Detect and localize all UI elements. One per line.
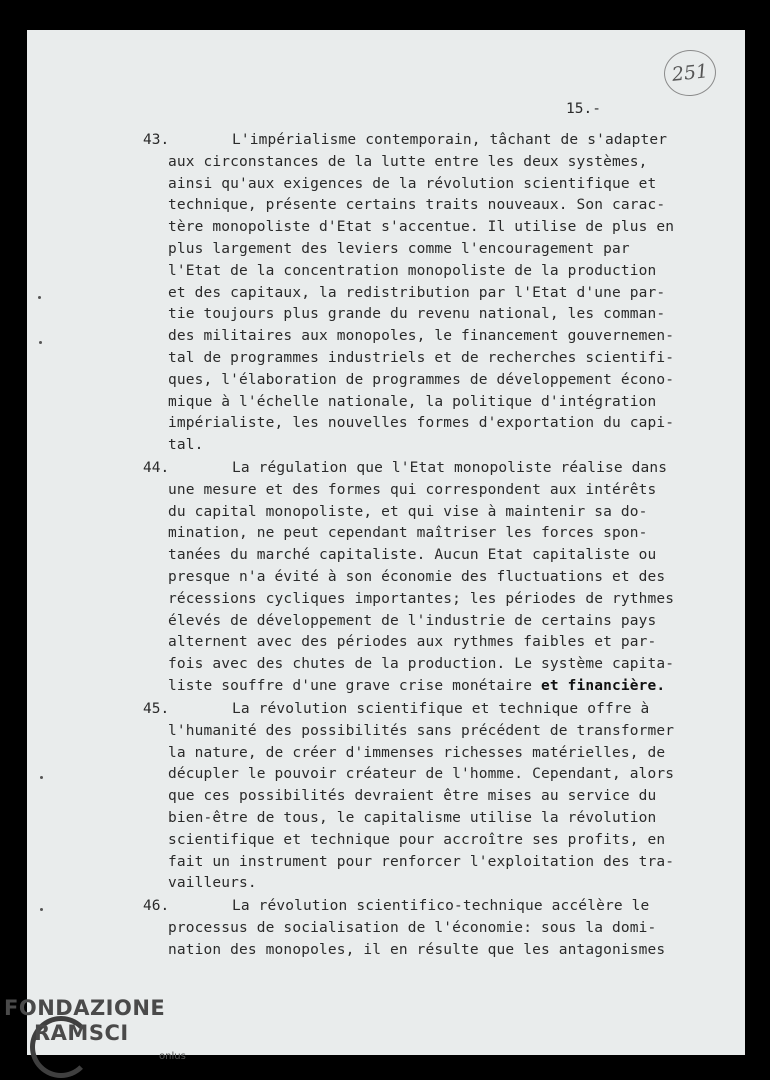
paragraph-number: 46. [143, 898, 170, 914]
text-line: et des capitaux, la redistribution par l'Etat d'une par- [168, 284, 666, 301]
watermark-suffix: onlus [159, 1051, 186, 1062]
watermark-line-1: FONDAZIONE [4, 996, 166, 1020]
text-line: La révolution scientifico-technique accélère le [232, 898, 650, 914]
text-line: nation des monopoles, il en résulte que les antagonismes [168, 941, 666, 958]
text-line: récessions cycliques importantes; les périodes de rythmes [168, 590, 675, 607]
archive-stamp-number: 251 [670, 60, 710, 86]
bold-text: et financière. [540, 678, 666, 694]
text-line: élevés de développement de l'industrie de certains pays [168, 612, 657, 629]
text-line: technique, présente certains traits nouveaux. Son carac- [168, 197, 666, 214]
text-line: mique à l'échelle nationale, la politique d'intégration [168, 393, 657, 410]
text-line: ainsi qu'aux exigences de la révolution scientifique et [168, 175, 657, 192]
text-line: presque n'a évité à son économie des fluctuations et des [168, 569, 666, 585]
text-line: du capital monopoliste, et qui vise à maintenir sa do- [168, 503, 648, 520]
text-line: tanées du marché capitaliste. Aucun Etat capitaliste ou [168, 547, 657, 564]
text-line: processus de socialisation de l'économie: sous la domi- [168, 919, 657, 936]
text-line: L'impérialisme contemporain, tâchant de s'adapter [232, 132, 668, 148]
text-line: fait un instrument pour renforcer l'exploitation des tra- [168, 853, 675, 870]
margin-mark [40, 908, 43, 911]
text-line: tal. [168, 437, 204, 454]
margin-mark [39, 341, 42, 344]
text-line: mination, ne peut cependant maîtriser les forces spon- [168, 525, 648, 542]
text-line: bien-être de tous, le capitalisme utilise la révolution [168, 810, 657, 826]
text-line: tie toujours plus grande du revenu national, les comman- [168, 306, 666, 323]
text-line-start: liste souffre d'une grave crise monétaire [168, 678, 541, 694]
text-line: décupler le pouvoir créateur de l'homme. Cependant, alors [168, 766, 675, 783]
text-line [168, 676, 665, 698]
margin-mark [40, 776, 43, 779]
margin-mark [38, 296, 41, 299]
text-line: ques, l'élaboration de programmes de développement écono- [168, 371, 675, 388]
watermark-line-2: RAMSCI [34, 1021, 129, 1045]
text-line: tal de programmes industriels et de recherches scientifi- [168, 350, 675, 366]
text-line: vailleurs. [168, 875, 257, 892]
paragraph-number: 44. [143, 460, 170, 476]
text-line: la nature, de créer d'immenses richesses matérielles, de [168, 744, 666, 761]
text-line: scientifique et technique pour accroître ses profits, en [168, 831, 666, 848]
fondazione-gramsci-watermark [4, 996, 194, 1076]
text-line: La régulation que l'Etat monopoliste réalise dans [232, 460, 668, 476]
text-line: une mesure et des formes qui correspondent aux intérêts [168, 481, 657, 498]
text-line: l'Etat de la concentration monopoliste de la production [168, 262, 657, 279]
text-line: fois avec des chutes de la production. Le système capita- [168, 656, 675, 673]
page-number: 15.- [566, 101, 601, 117]
text-line: aux circonstances de la lutte entre les deux systèmes, [168, 153, 648, 170]
text-line: tère monopoliste d'Etat s'accentue. Il utilise de plus en [168, 219, 675, 236]
text-line: impérialiste, les nouvelles formes d'exportation du capi- [168, 415, 675, 432]
text-line: plus largement des leviers comme l'encouragement par [168, 241, 630, 257]
text-line: La révolution scientifique et technique offre à [232, 701, 650, 717]
text-line: des militaires aux monopoles, le financement gouvernemen- [168, 328, 675, 345]
text-line: que ces possibilités devraient être mises au service du [168, 788, 657, 805]
paragraph-number: 43. [143, 132, 170, 148]
text-line: alternent avec des périodes aux rythmes faibles et par- [168, 634, 657, 651]
text-line: l'humanité des possibilités sans précédent de transformer [168, 722, 675, 739]
paragraph-number: 45. [143, 701, 170, 717]
